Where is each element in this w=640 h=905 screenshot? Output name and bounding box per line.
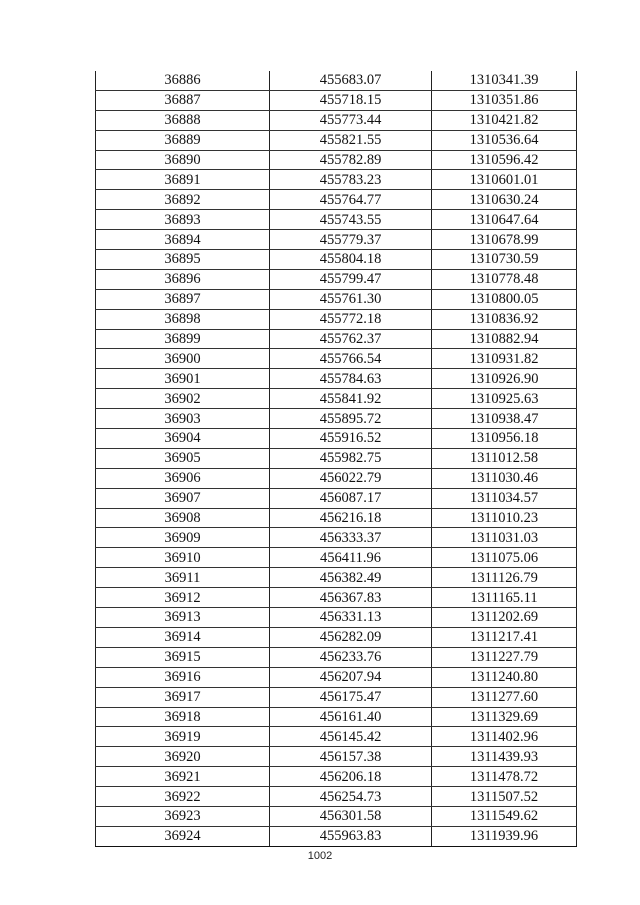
y-coordinate-cell: 1310836.92: [432, 309, 577, 329]
point-id-cell: 36887: [96, 90, 270, 110]
table-row: [96, 110, 577, 130]
y-coordinate-cell: 1311030.46: [432, 468, 577, 488]
x-coordinate-cell: 455683.07: [270, 71, 432, 90]
x-coordinate-cell: 456175.47: [270, 687, 432, 707]
y-coordinate-cell: 1311012.58: [432, 448, 577, 468]
y-coordinate-cell: 1311165.11: [432, 588, 577, 608]
y-coordinate-cell: 1310925.63: [432, 389, 577, 409]
point-id-cell: 36911: [96, 568, 270, 588]
y-coordinate-cell: 1310351.86: [432, 90, 577, 110]
point-id-cell: 36904: [96, 429, 270, 449]
y-coordinate-cell: 1310647.64: [432, 210, 577, 230]
x-coordinate-cell: 455895.72: [270, 409, 432, 429]
y-coordinate-cell: 1310341.39: [432, 71, 577, 90]
table-row: [96, 528, 577, 548]
x-coordinate-cell: 456206.18: [270, 767, 432, 787]
table-row: [96, 389, 577, 409]
x-coordinate-cell: 456333.37: [270, 528, 432, 548]
table-row: [96, 548, 577, 568]
x-coordinate-cell: 455916.52: [270, 429, 432, 449]
y-coordinate-cell: 1310596.42: [432, 150, 577, 170]
x-coordinate-cell: 455743.55: [270, 210, 432, 230]
x-coordinate-cell: 456233.76: [270, 647, 432, 667]
coordinate-table-body: [96, 71, 577, 846]
point-id-cell: 36891: [96, 170, 270, 190]
x-coordinate-cell: 456087.17: [270, 488, 432, 508]
point-id-cell: 36899: [96, 329, 270, 349]
x-coordinate-cell: 455761.30: [270, 289, 432, 309]
x-coordinate-cell: 455804.18: [270, 250, 432, 270]
y-coordinate-cell: 1311227.79: [432, 647, 577, 667]
table-row: [96, 329, 577, 349]
point-id-cell: 36889: [96, 130, 270, 150]
x-coordinate-cell: 455782.89: [270, 150, 432, 170]
y-coordinate-cell: 1310730.59: [432, 250, 577, 270]
y-coordinate-cell: 1311126.79: [432, 568, 577, 588]
y-coordinate-cell: 1311402.96: [432, 727, 577, 747]
point-id-cell: 36915: [96, 647, 270, 667]
table-row: [96, 468, 577, 488]
y-coordinate-cell: 1311507.52: [432, 787, 577, 807]
table-row: [96, 508, 577, 528]
table-row: [96, 250, 577, 270]
table-row: [96, 170, 577, 190]
table-row: [96, 429, 577, 449]
point-id-cell: 36908: [96, 508, 270, 528]
y-coordinate-cell: 1311031.03: [432, 528, 577, 548]
y-coordinate-cell: 1311478.72: [432, 767, 577, 787]
y-coordinate-cell: 1311217.41: [432, 627, 577, 647]
x-coordinate-cell: 456161.40: [270, 707, 432, 727]
table-row: [96, 448, 577, 468]
point-id-cell: 36921: [96, 767, 270, 787]
x-coordinate-cell: 456145.42: [270, 727, 432, 747]
x-coordinate-cell: 455764.77: [270, 190, 432, 210]
y-coordinate-cell: 1310926.90: [432, 369, 577, 389]
x-coordinate-cell: 456282.09: [270, 627, 432, 647]
point-id-cell: 36898: [96, 309, 270, 329]
point-id-cell: 36900: [96, 349, 270, 369]
table-row: [96, 667, 577, 687]
y-coordinate-cell: 1310536.64: [432, 130, 577, 150]
table-row: [96, 707, 577, 727]
point-id-cell: 36890: [96, 150, 270, 170]
y-coordinate-cell: 1310800.05: [432, 289, 577, 309]
table-row: [96, 409, 577, 429]
x-coordinate-cell: 455821.55: [270, 130, 432, 150]
coordinate-table: [95, 71, 577, 847]
y-coordinate-cell: 1311240.80: [432, 667, 577, 687]
table-row: [96, 568, 577, 588]
y-coordinate-cell: 1311010.23: [432, 508, 577, 528]
x-coordinate-cell: 455779.37: [270, 230, 432, 250]
point-id-cell: 36892: [96, 190, 270, 210]
x-coordinate-cell: 455784.63: [270, 369, 432, 389]
point-id-cell: 36886: [96, 71, 270, 90]
point-id-cell: 36901: [96, 369, 270, 389]
x-coordinate-cell: 456331.13: [270, 608, 432, 628]
table-row: [96, 309, 577, 329]
point-id-cell: 36905: [96, 448, 270, 468]
x-coordinate-cell: 455841.92: [270, 389, 432, 409]
point-id-cell: 36896: [96, 269, 270, 289]
x-coordinate-cell: 455718.15: [270, 90, 432, 110]
x-coordinate-cell: 456382.49: [270, 568, 432, 588]
y-coordinate-cell: 1310630.24: [432, 190, 577, 210]
table-row: [96, 150, 577, 170]
x-coordinate-cell: 455772.18: [270, 309, 432, 329]
y-coordinate-cell: 1310601.01: [432, 170, 577, 190]
point-id-cell: 36916: [96, 667, 270, 687]
table-row: [96, 369, 577, 389]
y-coordinate-cell: 1311075.06: [432, 548, 577, 568]
table-row: [96, 647, 577, 667]
table-row: [96, 627, 577, 647]
x-coordinate-cell: 456254.73: [270, 787, 432, 807]
table-row: [96, 210, 577, 230]
y-coordinate-cell: 1310678.99: [432, 230, 577, 250]
table-row: [96, 190, 577, 210]
y-coordinate-cell: 1310938.47: [432, 409, 577, 429]
table-row: [96, 269, 577, 289]
point-id-cell: 36913: [96, 608, 270, 628]
point-id-cell: 36924: [96, 826, 270, 846]
y-coordinate-cell: 1311329.69: [432, 707, 577, 727]
x-coordinate-cell: 456157.38: [270, 747, 432, 767]
point-id-cell: 36922: [96, 787, 270, 807]
y-coordinate-cell: 1311439.93: [432, 747, 577, 767]
point-id-cell: 36894: [96, 230, 270, 250]
y-coordinate-cell: 1310882.94: [432, 329, 577, 349]
x-coordinate-cell: 455963.83: [270, 826, 432, 846]
y-coordinate-cell: 1310778.48: [432, 269, 577, 289]
point-id-cell: 36923: [96, 806, 270, 826]
x-coordinate-cell: 455783.23: [270, 170, 432, 190]
table-row: [96, 806, 577, 826]
point-id-cell: 36897: [96, 289, 270, 309]
table-row: [96, 230, 577, 250]
table-row: [96, 727, 577, 747]
x-coordinate-cell: 456216.18: [270, 508, 432, 528]
x-coordinate-cell: 455766.54: [270, 349, 432, 369]
x-coordinate-cell: 456367.83: [270, 588, 432, 608]
point-id-cell: 36914: [96, 627, 270, 647]
y-coordinate-cell: 1311939.96: [432, 826, 577, 846]
table-row: [96, 488, 577, 508]
y-coordinate-cell: 1311034.57: [432, 488, 577, 508]
table-row: [96, 767, 577, 787]
table-row: [96, 349, 577, 369]
y-coordinate-cell: 1311549.62: [432, 806, 577, 826]
x-coordinate-cell: 455799.47: [270, 269, 432, 289]
y-coordinate-cell: 1311277.60: [432, 687, 577, 707]
table-row: [96, 71, 577, 90]
x-coordinate-cell: 455982.75: [270, 448, 432, 468]
x-coordinate-cell: 456301.58: [270, 806, 432, 826]
y-coordinate-cell: 1311202.69: [432, 608, 577, 628]
point-id-cell: 36895: [96, 250, 270, 270]
point-id-cell: 36893: [96, 210, 270, 230]
x-coordinate-cell: 456022.79: [270, 468, 432, 488]
table-row: [96, 787, 577, 807]
table-row: [96, 289, 577, 309]
x-coordinate-cell: 455762.37: [270, 329, 432, 349]
point-id-cell: 36888: [96, 110, 270, 130]
table-row: [96, 747, 577, 767]
point-id-cell: 36918: [96, 707, 270, 727]
table-row: [96, 130, 577, 150]
x-coordinate-cell: 456411.96: [270, 548, 432, 568]
point-id-cell: 36919: [96, 727, 270, 747]
y-coordinate-cell: 1310931.82: [432, 349, 577, 369]
y-coordinate-cell: 1310956.18: [432, 429, 577, 449]
table-row: [96, 588, 577, 608]
page-number: 1002: [307, 850, 333, 862]
point-id-cell: 36903: [96, 409, 270, 429]
point-id-cell: 36909: [96, 528, 270, 548]
point-id-cell: 36906: [96, 468, 270, 488]
y-coordinate-cell: 1310421.82: [432, 110, 577, 130]
x-coordinate-cell: 455773.44: [270, 110, 432, 130]
point-id-cell: 36912: [96, 588, 270, 608]
table-row: [96, 687, 577, 707]
point-id-cell: 36910: [96, 548, 270, 568]
table-row: [96, 826, 577, 846]
point-id-cell: 36902: [96, 389, 270, 409]
point-id-cell: 36920: [96, 747, 270, 767]
point-id-cell: 36917: [96, 687, 270, 707]
point-id-cell: 36907: [96, 488, 270, 508]
table-row: [96, 90, 577, 110]
table-row: [96, 608, 577, 628]
x-coordinate-cell: 456207.94: [270, 667, 432, 687]
